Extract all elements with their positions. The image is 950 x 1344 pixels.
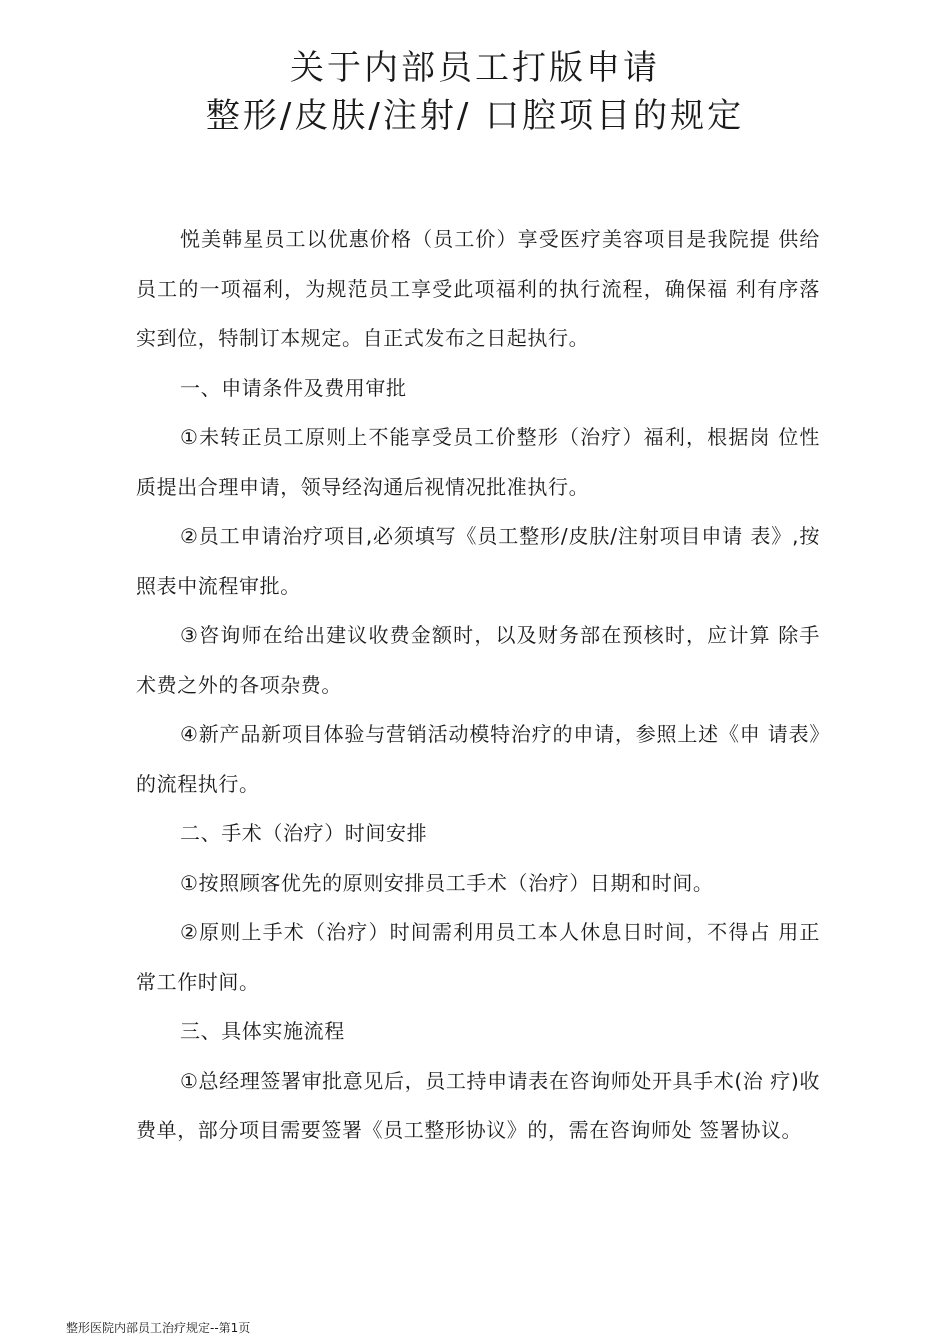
- document-title: [0, 44, 950, 140]
- section-3-item-1: ①总经理签署审批意见后，员工持申请表在咨询师处开具手术(治 疗)收费单，部分项目需要签署《员工整形协议》的，需在咨询师处 签署协议。: [136, 1068, 820, 1142]
- section-1-item-2: ②员工申请治疗项目,必须填写《员工整形/皮肤/注射项目申请 表》,按照表中流程审批。: [136, 524, 820, 598]
- section-2-item-1: ①按照顾客优先的原则安排员工手术（治疗）日期和时间。: [180, 870, 714, 895]
- document-body: [136, 215, 820, 1156]
- page-footer: 整形医院内部员工治疗规定--第1页: [66, 1321, 251, 1335]
- section-2-item-2: ②原则上手术（治疗）时间需利用员工本人休息日时间，不得占 用正常工作时间。: [136, 920, 820, 994]
- intro-paragraph: 悦美韩星员工以优惠价格（员工价）享受医疗美容项目是我院提 供给员工的一项福利，为规范员工享受此项福利的执行流程，确保福 利有序落实到位，特制订本规定。自正式发布之日起执行。: [136, 227, 820, 350]
- section-heading-2: 二、手术（治疗）时间安排: [180, 821, 428, 845]
- section-1-item-1: ①未转正员工原则上不能享受员工价整形（治疗）福利，根据岗 位性质提出合理申请，领导经沟通后视情况批准执行。: [136, 425, 820, 499]
- title-line-2: 整形/皮肤/注射/ 口腔项目的规定: [205, 96, 745, 136]
- section-heading-3: 三、具体实施流程: [180, 1019, 345, 1043]
- section-1-item-3: ③咨询师在给出建议收费金额时，以及财务部在预核时，应计算 除手术费之外的各项杂费。: [136, 623, 820, 697]
- section-heading-1: 一、申请条件及费用审批: [180, 375, 407, 400]
- title-line-1: 关于内部员工打版申请: [290, 48, 660, 88]
- section-1-item-4: ④新产品新项目体验与营销活动模特治疗的申请，参照上述《申 请表》的流程执行。: [136, 722, 820, 796]
